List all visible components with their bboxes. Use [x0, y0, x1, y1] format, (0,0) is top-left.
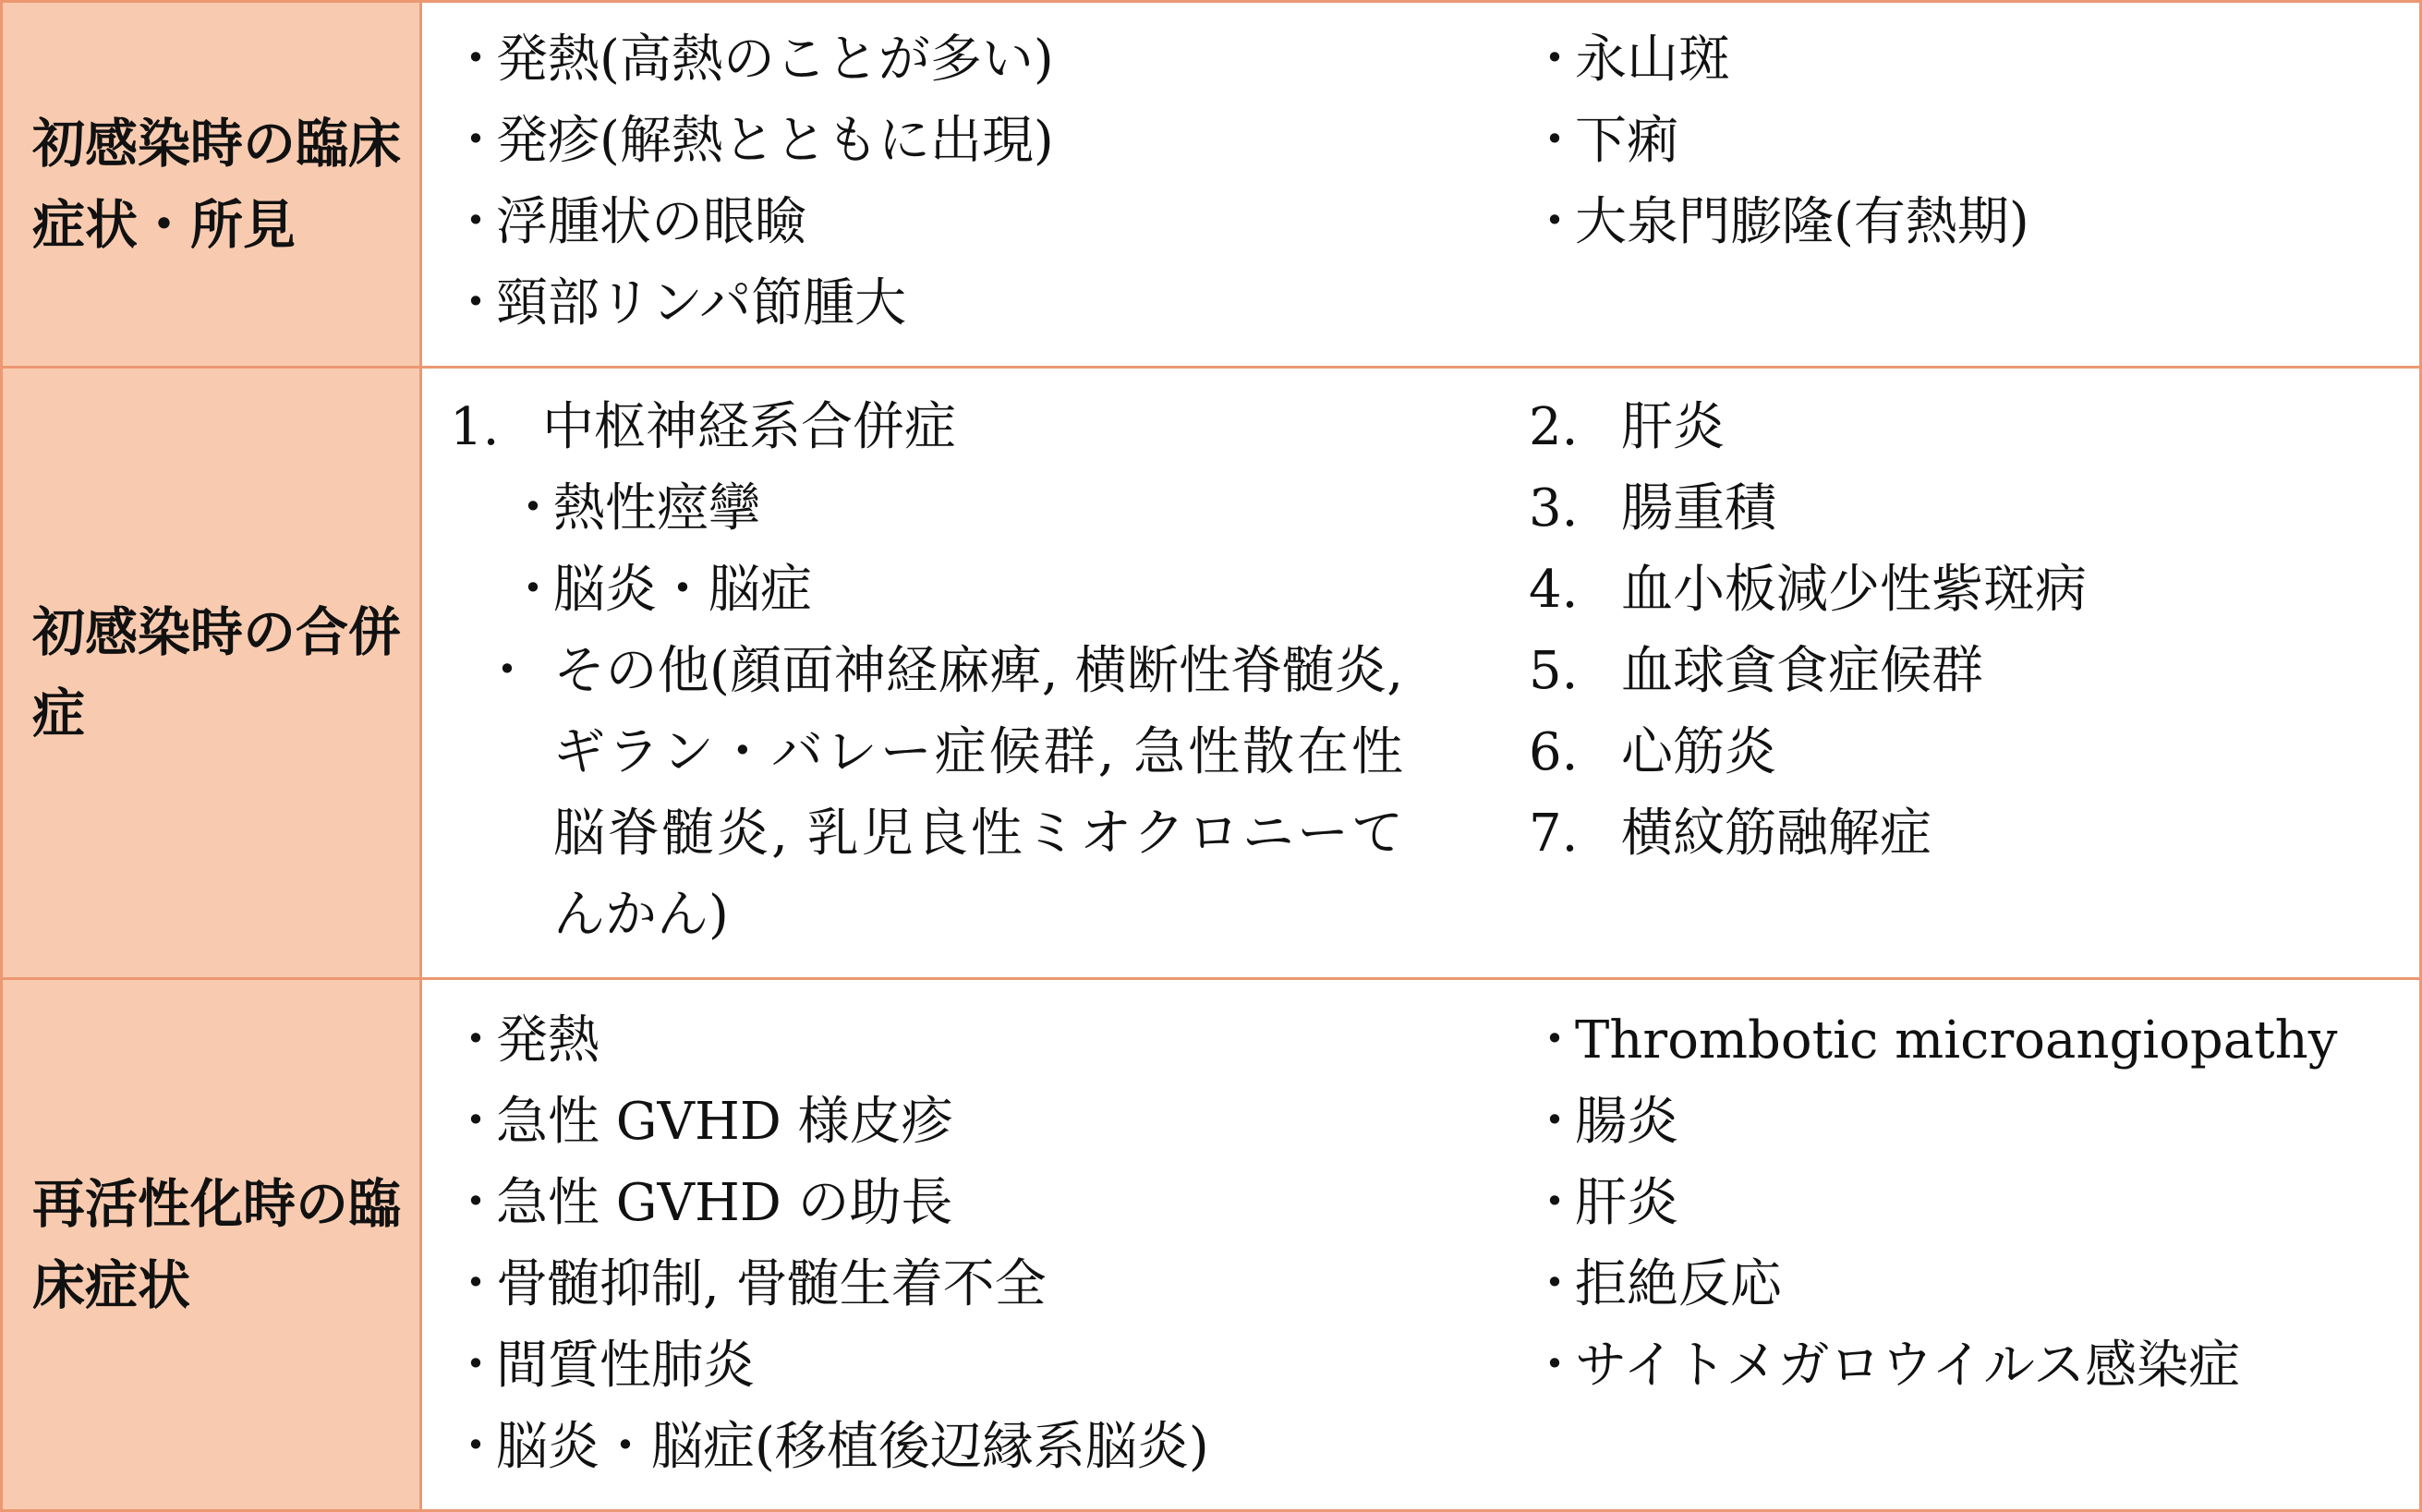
list-item: ・サイトメガロウイルス感染症 [1529, 1325, 2337, 1407]
bullet: ・ [1529, 30, 1580, 90]
list-item-numbered: 7. 横紋筋融解症 [1529, 804, 1932, 864]
bullet: ・ [1529, 1254, 1580, 1314]
list-item: ・下痢 [1529, 101, 2029, 182]
list-item: ・拒絶反応 [1529, 1244, 2337, 1325]
right-column [1529, 387, 2087, 875]
list-item: ・間質性肺炎 [450, 1325, 1209, 1407]
bullet: ・ [1529, 111, 1580, 171]
list-item: ・ その他(顔面神経麻痺, 横断性脊髄炎, ギラン・バレー症候群, 急性散在性脳脊髄炎, 乳児良性ミオクロニーてんかん) [507, 631, 1403, 956]
bullet: ・ [450, 273, 502, 333]
bullet: ・ [450, 1417, 502, 1477]
bullet: ・ [1529, 1010, 1580, 1070]
list-item: ・骨髄抑制, 骨髄生着不全 [450, 1244, 1209, 1325]
list-item: ・脳炎・脳症 [507, 550, 1403, 631]
bullet: ・ [1529, 1336, 1580, 1396]
list-item: ・脳炎・脳症(移植後辺縁系脳炎) [450, 1407, 1209, 1488]
bullet: ・ [507, 478, 559, 538]
right-column [1529, 19, 2029, 263]
list-item: ・永山斑 [1529, 19, 2029, 101]
list-item: ・頸部リンパ節腫大 [450, 263, 1054, 345]
list-item: ・急性 GVHD 様皮疹 [450, 1082, 1209, 1163]
table-row [2, 368, 2421, 979]
bullet: ・ [1529, 1173, 1580, 1233]
list-item-numbered: 3. 腸重積 [1529, 478, 1776, 538]
bullet: ・ [450, 1336, 502, 1396]
list-item: ・発疹(解熱とともに出現) [450, 101, 1054, 182]
list-item-numbered: 1. 中枢神経系合併症 [450, 397, 956, 457]
bullet: ・ [450, 1254, 502, 1314]
list-item-numbered: 2. 肝炎 [1529, 397, 1725, 457]
list-item: ・急性 GVHD の助長 [450, 1163, 1209, 1244]
left-column [450, 19, 1054, 345]
list-item-numbered: 6. 心筋炎 [1529, 722, 1776, 782]
bullet: ・ [450, 192, 502, 252]
table-row [2, 979, 2421, 1511]
list-item-numbered: 4. 血小板減少性紫斑病 [1529, 560, 2087, 620]
row-content [421, 979, 2421, 1511]
sub-list [450, 468, 1403, 956]
right-column [1529, 1000, 2337, 1407]
left-column [450, 1000, 1209, 1488]
list-item: ・大泉門膨隆(有熱期) [1529, 182, 2029, 263]
row-header-reactivation-symptoms: 再活性化時の臨床症状 [2, 979, 421, 1511]
row-content [421, 2, 2421, 368]
bullet: ・ [450, 1092, 502, 1152]
row-content [421, 368, 2421, 979]
bullet: ・ [450, 1173, 502, 1233]
bullet: ・ [450, 30, 502, 90]
list-item: ・熱性痙攣 [507, 468, 1403, 550]
list-item: ・肝炎 [1529, 1163, 2337, 1244]
list-item: ・浮腫状の眼瞼 [450, 182, 1054, 263]
list-item-numbered: 5. 血球貪食症候群 [1529, 641, 1983, 701]
bullet: ・ [450, 1010, 502, 1070]
bullet: ・ [450, 111, 502, 171]
table-row [2, 2, 2421, 368]
row-header-primary-infection-complications: 初感染時の合併症 [2, 368, 421, 979]
bullet: ・ [1529, 1092, 1580, 1152]
bullet: ・ [1529, 192, 1580, 252]
list-item: ・Thrombotic microangiopathy [1529, 1000, 2337, 1082]
bullet: ・ [481, 641, 533, 701]
bullet: ・ [507, 560, 559, 620]
row-header-primary-infection-symptoms: 初感染時の臨床症状・所見 [2, 2, 421, 368]
list-item: ・発熱(高熱のことが多い) [450, 19, 1054, 101]
list-item: ・腸炎 [1529, 1082, 2337, 1163]
left-column [450, 387, 1403, 956]
list-item: ・発熱 [450, 1000, 1209, 1082]
